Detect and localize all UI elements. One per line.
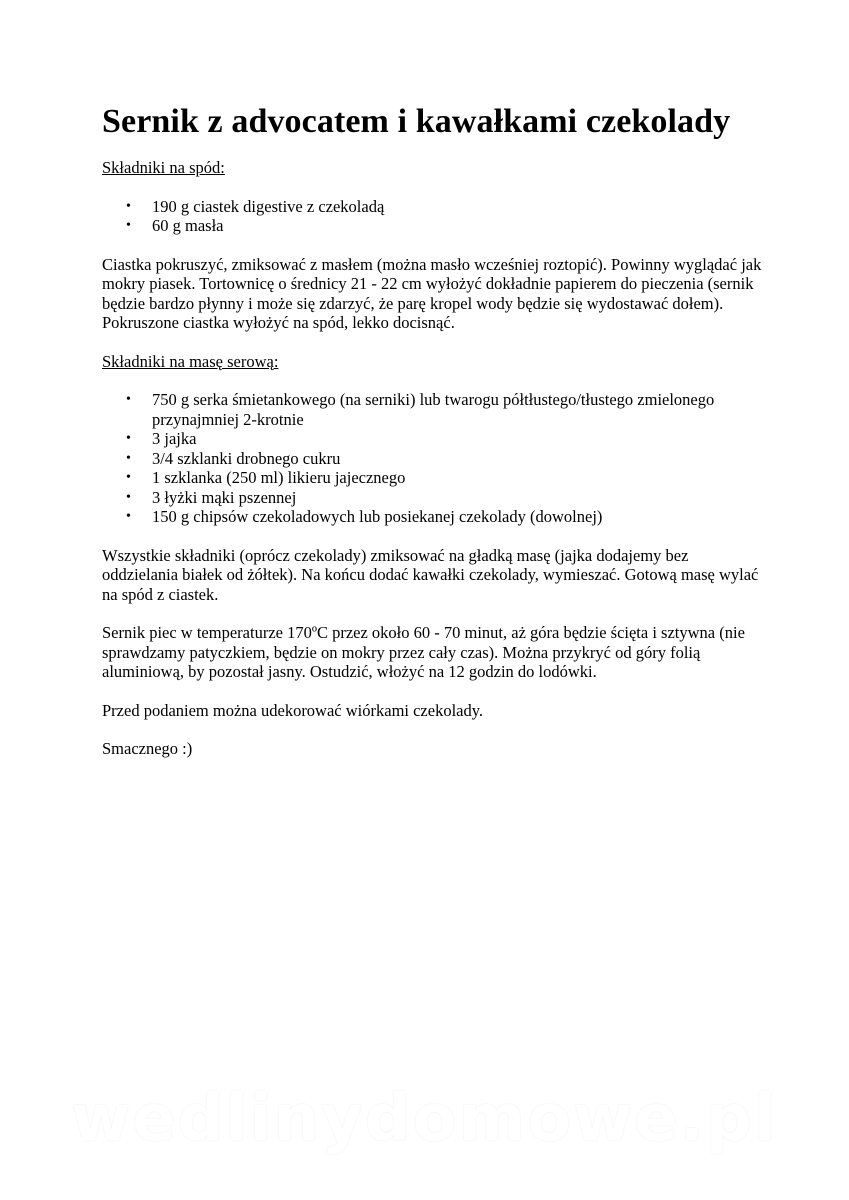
ingredient-list-base [102,197,762,236]
bullet-icon: • [126,470,131,485]
list-item [102,488,762,508]
bullet-icon: • [126,218,131,233]
bullet-icon: • [126,509,131,524]
paragraph-mixing: Wszystkie składniki (oprócz czekolady) zmiksować na gładką masę (jajka dodajemy bez oddzielania białek od żółtek). Na końcu dodać kawałki czekolady, wymieszać. Gotową masę wylać na spód z ciastek. [102,545,759,604]
section-heading-base: Składniki na spód: [102,158,225,177]
list-item [102,429,762,449]
list-item-text: 1 szklanka (250 ml) likieru jajecznego [152,468,406,487]
list-item [102,449,762,469]
instructions-base: Ciastka pokruszyć, zmiksować z masłem (można masło wcześniej roztopić). Powinny wyglądać jak mokry piasek. Tortownicę o średnicy 21 - 22 cm wyłożyć dokładnie papierem do pieczenia (sernik będzie bardzo płynny i może się zdarzyć, że parę kropel wody będzie się wydostawać dołem). Pokruszone ciastka wyłożyć na spód, lekko docisnąć. [102,254,762,332]
paragraph-decorating: Przed podaniem można udekorować wiórkami czekolady. [102,700,484,720]
bullet-icon: • [126,431,131,446]
paragraph-baking: Sernik piec w temperaturze 170ºC przez około 60 - 70 minut, aż góra będzie ścięta i sztywna (nie sprawdzamy patyczkiem, będzie on mokry przez cały czas). Można przykryć od góry folią aluminiową, by pozostał jasny. Ostudzić, włożyć na 12 godzin do lodówki. [102,623,745,681]
bullet-icon: • [126,198,131,214]
list-item-text: 3/4 szklanki drobnego cukru [152,448,341,468]
list-item-text: 60 g masła [152,216,224,235]
document-page [102,100,762,778]
list-item [102,390,762,429]
watermark: wedlinydomowe.pl [71,1082,778,1156]
list-item-text: 190 g ciastek digestive z czekoladą [152,196,385,216]
list-item [102,216,762,236]
list-item [102,468,762,488]
paragraph-closing: Smacznego :) [102,739,193,758]
list-item [102,507,762,527]
list-item-text: 3 jajka [152,429,197,448]
page-title: Sernik z advocatem i kawałkami czekolady [102,103,731,140]
bullet-icon: • [126,392,131,407]
list-item [102,197,762,217]
bullet-icon: • [126,450,131,466]
bullet-icon: • [126,489,131,505]
section-heading-cheese: Składniki na masę serową: [102,351,279,371]
list-item-text: 150 g chipsów czekoladowych lub posiekanej czekolady (dowolnej) [152,507,603,526]
list-item-text: 750 g serka śmietankowego (na serniki) lub twarogu półtłustego/tłustego zmielonego przynajmniej 2-krotnie [152,390,715,429]
ingredient-list-cheese [102,390,762,527]
list-item-text: 3 łyżki mąki pszennej [152,487,297,507]
